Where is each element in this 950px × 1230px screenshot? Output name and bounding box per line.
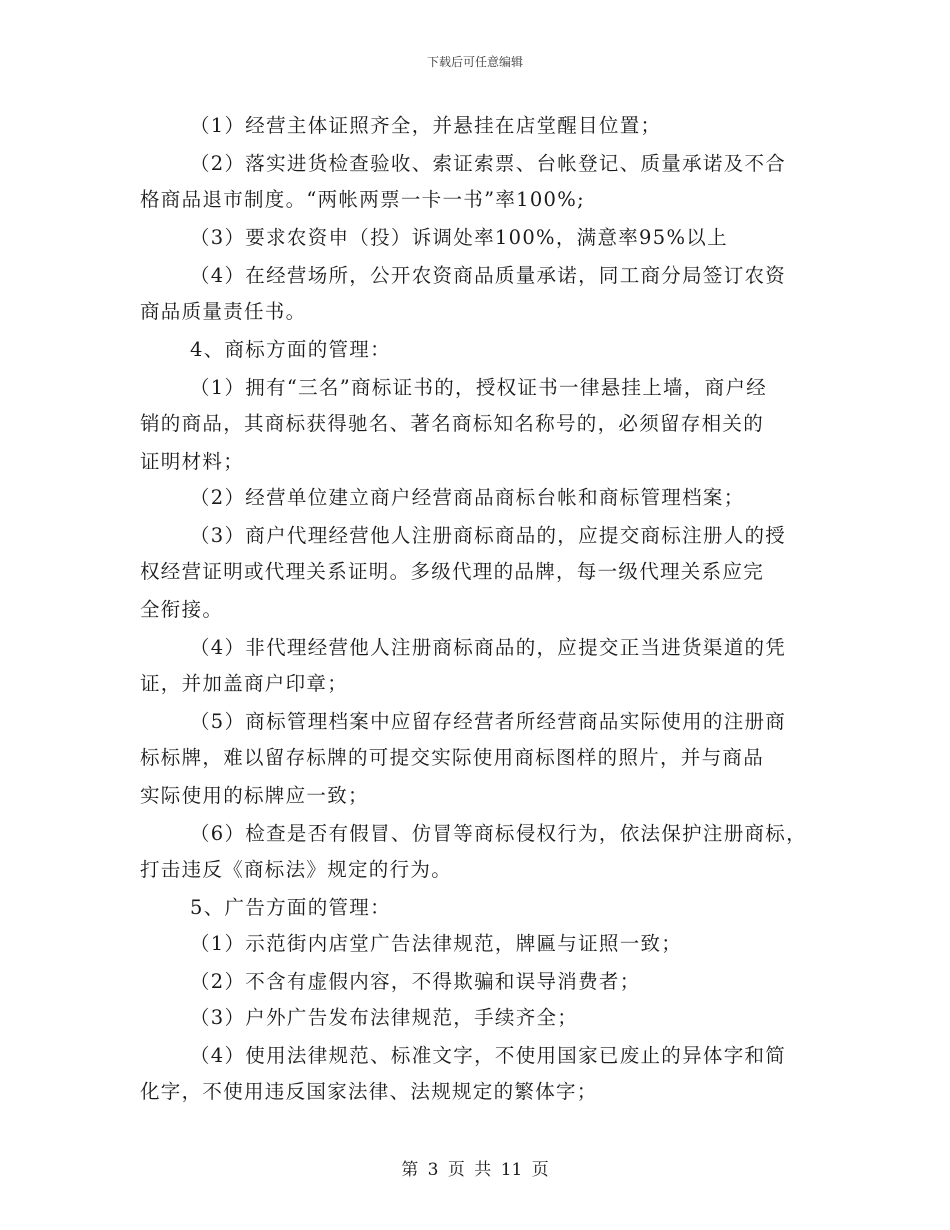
paragraph-line: 权经营证明或代理关系证明。多级代理的品牌，每一级代理关系应完 (140, 560, 765, 583)
paragraph-line: （4）使用法律规范、标准文字，不使用国家已废止的异体字和简 (190, 1044, 787, 1067)
paragraph-line: （3）户外广告发布法律规范，手续齐全； (190, 1006, 579, 1029)
paragraph-line: 销的商品，其商标获得驰名、著名商标知名称号的，必须留存相关的 (140, 412, 765, 435)
paragraph-line: 实际使用的标牌应一致； (140, 784, 369, 807)
paragraph-line: 商品质量责任书。 (140, 300, 307, 323)
page-footer: 第 3 页 共 11 页 (401, 1160, 549, 1180)
paragraph-line: （3）要求农资申（投）诉调处率100%，满意率95%以上 (190, 226, 728, 249)
paragraph-line: （2）不含有虚假内容，不得欺骗和误导消费者； (190, 970, 641, 993)
paragraph-line: （1）拥有“三名”商标证书的，授权证书一律悬挂上墙，商户经 (190, 376, 768, 399)
paragraph-line: 标标牌，难以留存标牌的可提交实际使用商标图样的照片，并与商品 (140, 746, 765, 769)
paragraph-line: （3）商户代理经营他人注册商标商品的，应提交商标注册人的授 (190, 524, 787, 547)
paragraph-line: （1）经营主体证照齐全，并悬挂在店堂醒目位置； (190, 114, 662, 137)
section-heading: 4、商标方面的管理： (190, 338, 391, 361)
paragraph-line: （4）非代理经营他人注册商标商品的，应提交正当进货渠道的凭 (190, 636, 787, 659)
page-header: 下载后可任意编辑 (426, 55, 523, 69)
section-heading: 5、广告方面的管理： (190, 896, 391, 919)
paragraph-line: 证，并加盖商户印章； (140, 672, 349, 695)
paragraph-line: （2）经营单位建立商户经营商品商标台帐和商标管理档案； (190, 486, 745, 509)
paragraph-line: （6）检查是否有假冒、仿冒等商标侵权行为，依法保护注册商标， (190, 822, 807, 845)
paragraph-line: （4）在经营场所，公开农资商品质量承诺，同工商分局签订农资 (190, 264, 787, 287)
paragraph-line: 打击违反《商标法》规定的行为。 (140, 858, 453, 881)
paragraph-line: 证明材料； (140, 450, 245, 473)
paragraph-line: 全衔接。 (140, 598, 224, 621)
paragraph-line: （2）落实进货检查验收、索证索票、台帐登记、质量承诺及不合 (190, 152, 787, 175)
paragraph-line: 格商品退市制度。“两帐两票一卡一书”率100%; (140, 188, 585, 211)
paragraph-line: （1）示范街内店堂广告法律规范，牌匾与证照一致； (190, 932, 683, 955)
paragraph-line: （5）商标管理档案中应留存经营者所经营商品实际使用的注册商 (190, 710, 787, 733)
paragraph-line: 化字，不使用违反国家法律、法规规定的繁体字； (140, 1080, 598, 1103)
